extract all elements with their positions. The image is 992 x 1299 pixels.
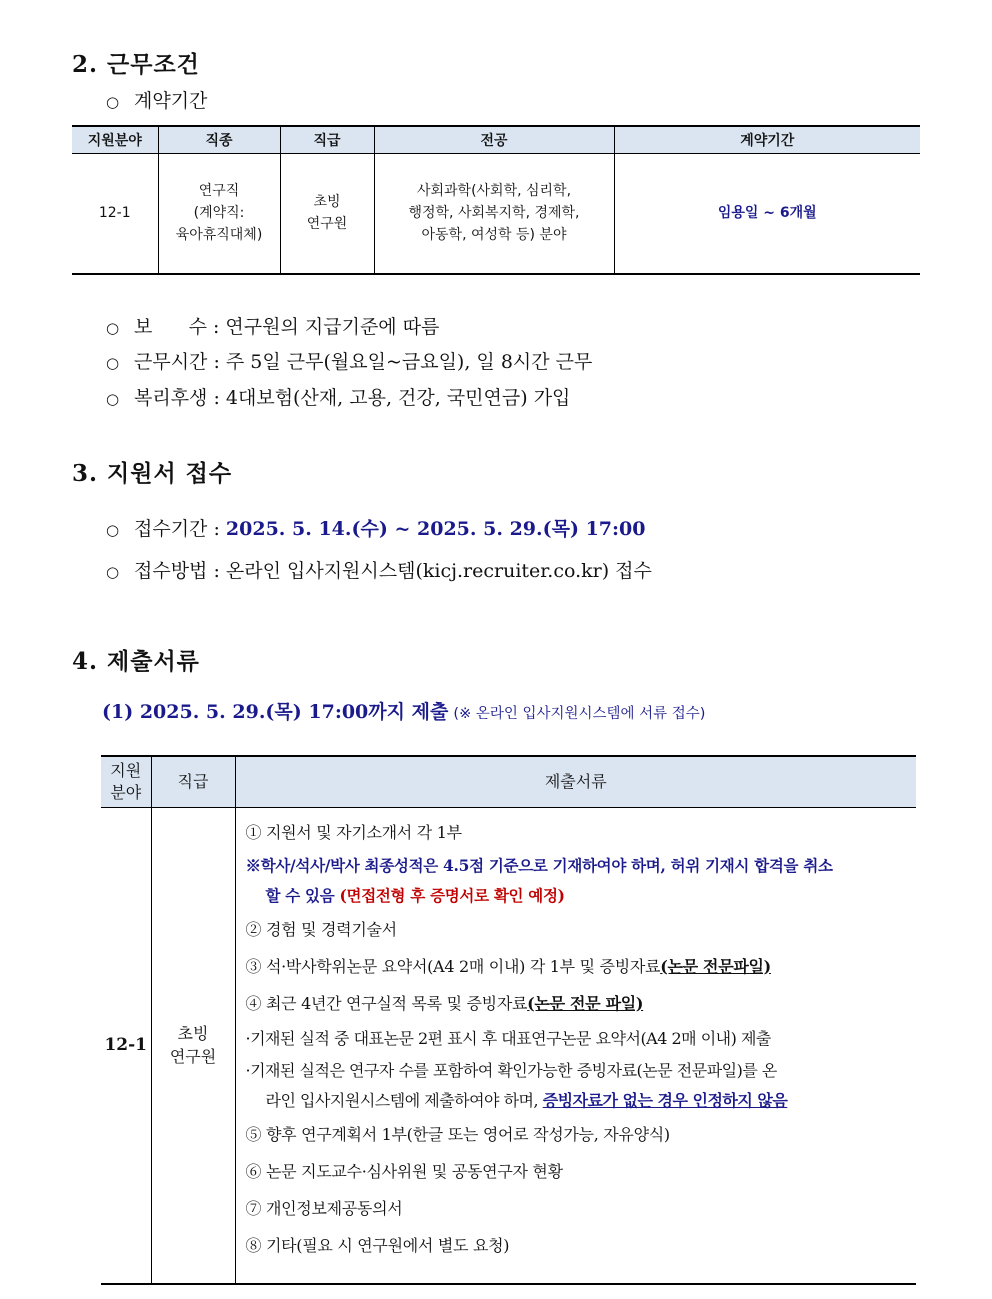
header-period: 계약기간 [614,126,920,153]
doc-sub-2 [246,1056,917,1116]
header-docs: 제출서류 [235,756,916,807]
doc-item-6: ⑥ 논문 지도교수·심사위원 및 공동연구자 현황 [245,1161,563,1181]
major-line-3: 아동학, 여성학 등) 분야 [421,227,567,244]
grade-notice-red: (면접전형 후 증명서로 확인 예정) [339,885,565,905]
major-line-2: 행정학, 사회복지학, 경제학, [408,205,580,222]
welfare-bullet [106,383,570,410]
circle-bullet-icon: ○ [106,521,120,539]
section-4-title: 4. 제출서류 [72,648,200,675]
doc-item-4 [246,985,917,1022]
cell-period: 임용일 ~ 6개월 [614,153,920,274]
cell-grade [151,807,235,1284]
grade-line-1: 초빙 [313,194,341,211]
section-2-title: 2. 근무조건 [72,51,200,78]
doc-sub-2-text: 라인 입사지원시스템에 제출하여야 하며, [265,1090,543,1110]
cell-major [374,153,614,274]
job-line-1: 연구직 [198,183,240,200]
receipt-period-bullet [106,514,645,541]
doc-item-5: ⑤ 향후 연구계획서 1부(한글 또는 영어로 작성가능, 자유양식) [245,1124,670,1144]
circle-bullet-icon: ○ [106,354,120,372]
header-field-line-1: 지원 [110,760,142,780]
doc-item-3-text: ③ 석·박사학위논문 요약서(A4 2매 이내) 각 1부 및 증빙자료 [245,956,661,976]
deadline-note: (※ 온라인 입사지원시스템에 서류 접수) [453,706,706,722]
grade-notice [246,851,917,911]
table-row [72,153,920,274]
contract-table [72,125,920,275]
major-line-1: 사회과학(사회학, 심리학, [416,183,572,200]
pay-text: 보 수 : 연구원의 지급기준에 따름 [134,316,440,338]
deadline-text: (1) 2025. 5. 29.(목) 17:00까지 제출 [102,701,449,723]
circle-bullet-icon: ○ [106,563,120,581]
header-grade: 직급 [151,756,235,807]
doc-item-4-text: ④ 최근 4년간 연구실적 목록 및 증빙자료 [245,993,528,1013]
cell-documents [235,807,916,1284]
cell-job [158,153,280,274]
grade-notice-text: 할 수 있음 [265,885,340,905]
header-field-line-2: 분야 [110,782,142,802]
cell-grade [280,153,374,274]
doc-sub-2-line-2 [246,1086,917,1116]
receipt-method-text: 접수방법 : 온라인 입사지원시스템(kicj.recruiter.co.kr) 접수 [134,560,652,582]
doc-sub-1: ·기재된 실적 중 대표논문 2편 표시 후 대표연구논문 요약서(A4 2매 이내) 제출 [245,1028,771,1048]
documents-table [101,755,916,1285]
circle-bullet-icon: ○ [106,390,120,408]
hours-text: 근무시간 : 주 5일 근무(월요일~금요일), 일 8시간 근무 [134,351,593,373]
pay-bullet [106,312,439,339]
doc-item-3-emph: (논문 전문파일) [660,956,771,976]
grade-line-2: 연구원 [169,1047,217,1067]
doc-item-4-emph: (논문 전문 파일) [527,993,644,1013]
doc-item-7: ⑦ 개인정보제공동의서 [245,1198,403,1218]
receipt-method-bullet [106,556,652,583]
doc-sub-2-line-1: ·기재된 실적은 연구자 수를 포함하여 확인가능한 증빙자료(논문 전문파일)를 온 [245,1060,777,1080]
welfare-text: 복리후생 : 4대보험(산재, 고용, 건강, 국민연금) 가입 [134,387,571,409]
doc-item-8: ⑧ 기타(필요 시 연구원에서 별도 요청) [245,1235,510,1255]
header-job: 직종 [158,126,280,153]
contract-label-bullet [106,86,207,113]
contract-label: 계약기간 [134,90,208,112]
doc-sub-2-emph: 증빙자료가 없는 경우 인정하지 않음 [542,1090,788,1110]
circle-bullet-icon: ○ [106,93,120,111]
grade-notice-line-2 [246,881,917,911]
hours-bullet [106,347,592,374]
section-3-title: 3. 지원서 접수 [72,460,233,487]
job-line-2: (계약직: [193,205,245,222]
cell-field: 12-1 [101,807,151,1284]
header-field: 지원분야 [72,126,158,153]
header-field [101,756,151,807]
header-grade: 직급 [280,126,374,153]
grade-notice-line-1: ※학사/석사/박사 최종성적은 4.5점 기준으로 기재하여야 하며, 허위 기재시 합격을 취소 [245,855,833,875]
doc-item-1: ① 지원서 및 자기소개서 각 1부 [245,822,462,842]
receipt-period-label: 접수기간 : [134,518,226,540]
contract-table-header [72,126,920,153]
grade-line-2: 연구원 [306,216,348,233]
job-line-3: 육아휴직대체) [175,227,263,244]
circle-bullet-icon: ○ [106,319,120,337]
deadline-line [102,697,705,724]
documents-table-header [101,756,916,807]
doc-item-2: ② 경험 및 경력기술서 [245,919,397,939]
header-major: 전공 [374,126,614,153]
grade-line-1: 초빙 [177,1024,209,1044]
doc-item-3 [246,948,917,985]
cell-field: 12-1 [72,153,158,274]
table-row [101,807,916,1284]
receipt-period-value: 2025. 5. 14.(수) ~ 2025. 5. 29.(목) 17:00 [225,518,646,540]
